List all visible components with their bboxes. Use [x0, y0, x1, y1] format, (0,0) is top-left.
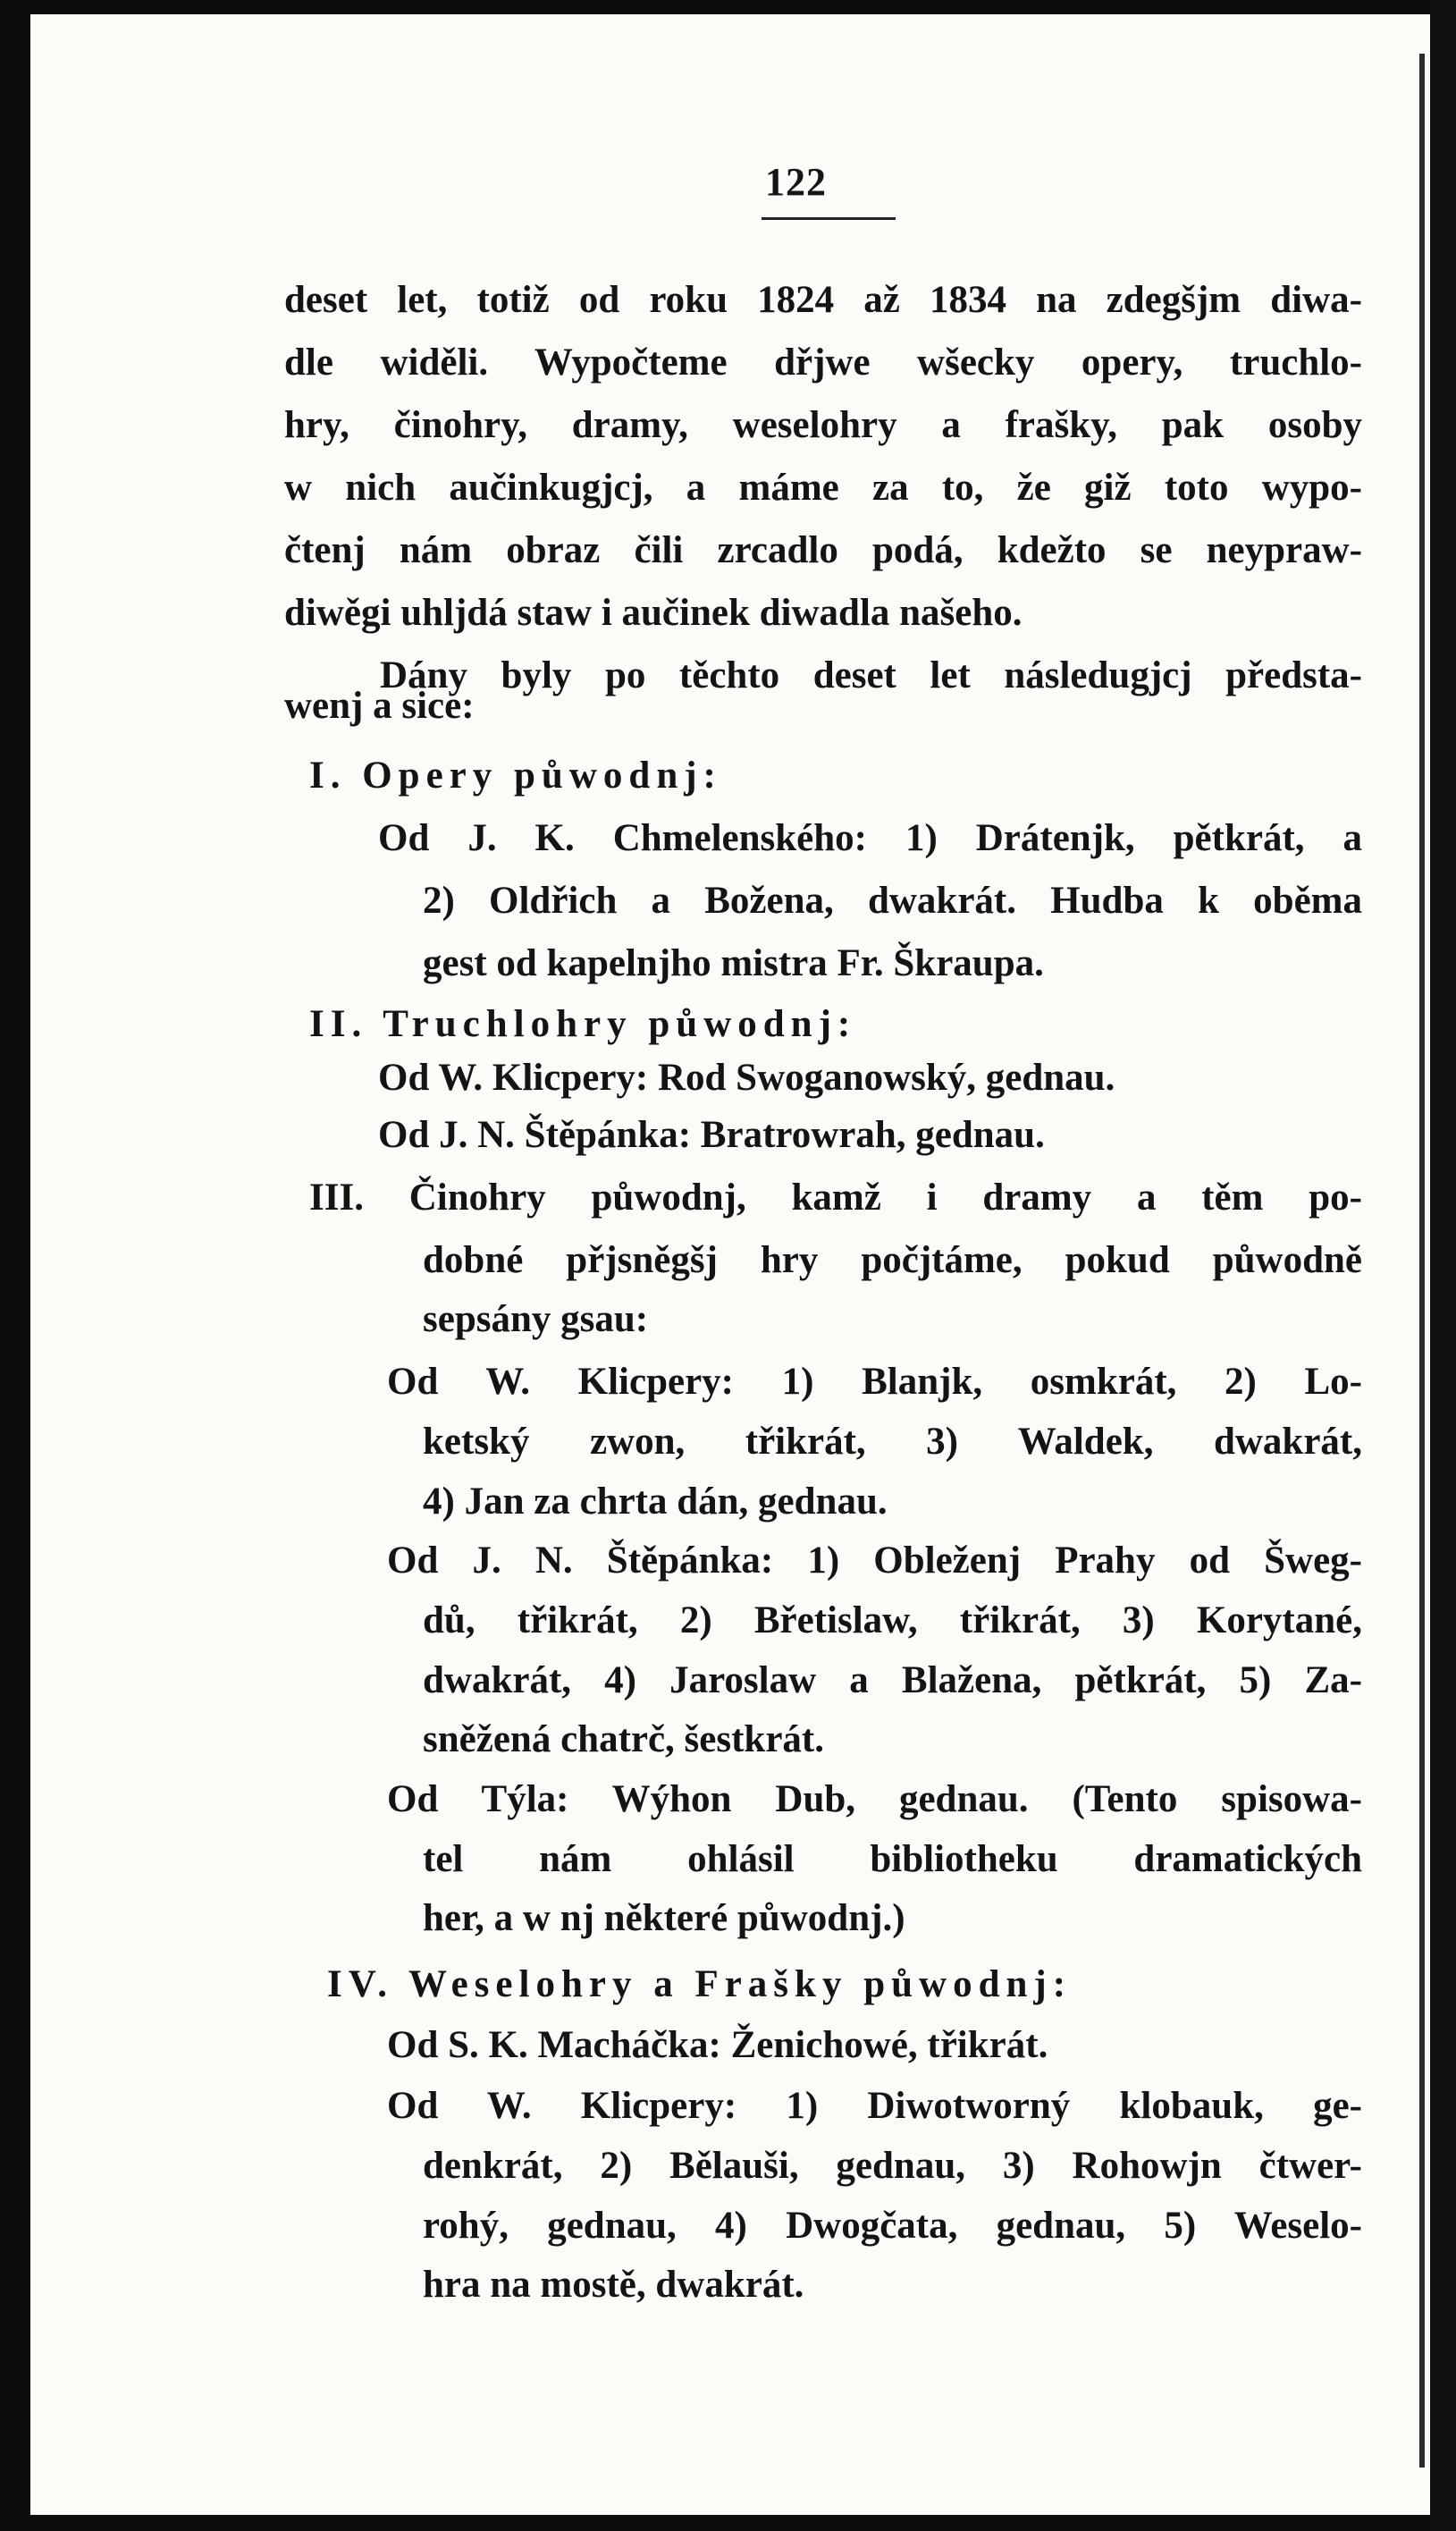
page-header	[0, 159, 1456, 205]
text-line: dle widěli. Wypočteme dřjwe wšecky opery, truchlo-	[284, 342, 1362, 384]
text-line: ketský zwon, třikrát, 3) Waldek, dwakrát,	[423, 1421, 1362, 1463]
text-line: diwěgi uhljdá staw i aučinek diwadla našeho.	[284, 592, 1023, 634]
text-line: hra na mostě, dwakrát.	[423, 2264, 804, 2306]
text-line: w nich aučinkugjcj, a máme za to, že giž toto wypo-	[284, 467, 1362, 509]
section-heading-truchlohry: II. Truchlohry půwodnj:	[309, 1003, 857, 1045]
text-line: tel nám ohlásil bibliotheku dramatických	[423, 1838, 1362, 1880]
scan-border	[1430, 0, 1456, 2531]
text-line: dwakrát, 4) Jaroslaw a Blažena, pětkrát, 5) Za-	[423, 1659, 1362, 1701]
text-line: Od W. Klicpery: Rod Swoganowský, gednau.	[378, 1057, 1115, 1099]
text-line: Od Týla: Wýhon Dub, gednau. (Tento spisowa-	[387, 1778, 1362, 1820]
page-edge-shadow	[1419, 54, 1425, 2468]
text-line: wenj a sice:	[284, 685, 475, 727]
text-line: Od S. K. Macháčka: Ženichowé, třikrát.	[387, 2024, 1048, 2066]
text-line: Od W. Klicpery: 1) Blanjk, osmkrát, 2) Lo-	[387, 1361, 1362, 1403]
section-heading-opery: I. Opery půwodnj:	[309, 755, 722, 797]
text-line: Od J. N. Štěpánka: 1) Obleženj Prahy od Šweg-	[387, 1540, 1362, 1582]
text-line: Od J. K. Chmelenského: 1) Drátenjk, pětkrát, a	[378, 817, 1362, 859]
text-line: dů, třikrát, 2) Břetislaw, třikrát, 3) Korytané,	[423, 1599, 1362, 1641]
text-line: 4) Jan za chrta dán, gednau.	[423, 1481, 888, 1523]
text-line: sněžená chatrč, šestkrát.	[423, 1718, 825, 1760]
text-line: čtenj nám obraz čili zrcadlo podá, kdežto se neypraw-	[284, 529, 1362, 571]
text-line: Od J. N. Štěpánka: Bratrowrah, gednau.	[378, 1114, 1045, 1156]
text-line: 2) Oldřich a Božena, dwakrát. Hudba k oběma	[423, 880, 1362, 922]
text-line: rohý, gednau, 4) Dwogčata, gednau, 5) Weselo-	[423, 2205, 1362, 2247]
text-line: deset let, totiž od roku 1824 až 1834 na zdegšjm diwa-	[284, 279, 1362, 321]
text-line: sepsány gsau:	[423, 1298, 649, 1340]
text-line: gest od kapelnjho mistra Fr. Škraupa.	[423, 942, 1044, 984]
page-number-rule	[762, 217, 896, 220]
page-number: 122	[765, 160, 827, 204]
text-line: hry, činohry, dramy, weselohry a frašky, pak osoby	[284, 404, 1362, 446]
section-heading-cinohry: III. Činohry půwodnj, kamž i dramy a těm po-	[309, 1177, 1362, 1219]
section-heading-weselohry: IV. Weselohry a Frašky půwodnj:	[327, 1963, 1073, 2005]
text-line: Od W. Klicpery: 1) Diwotworný klobauk, ge-	[387, 2085, 1362, 2127]
text-line: her, a w nj některé půwodnj.)	[423, 1897, 905, 1939]
text-line: Dány byly po těchto deset let následugjcj předsta-	[380, 654, 1362, 696]
text-line: denkrát, 2) Bělauši, gednau, 3) Rohowjn čtwer-	[423, 2145, 1362, 2187]
text-line: dobné přjsněgšj hry počjtáme, pokud půwodně	[423, 1239, 1362, 1281]
